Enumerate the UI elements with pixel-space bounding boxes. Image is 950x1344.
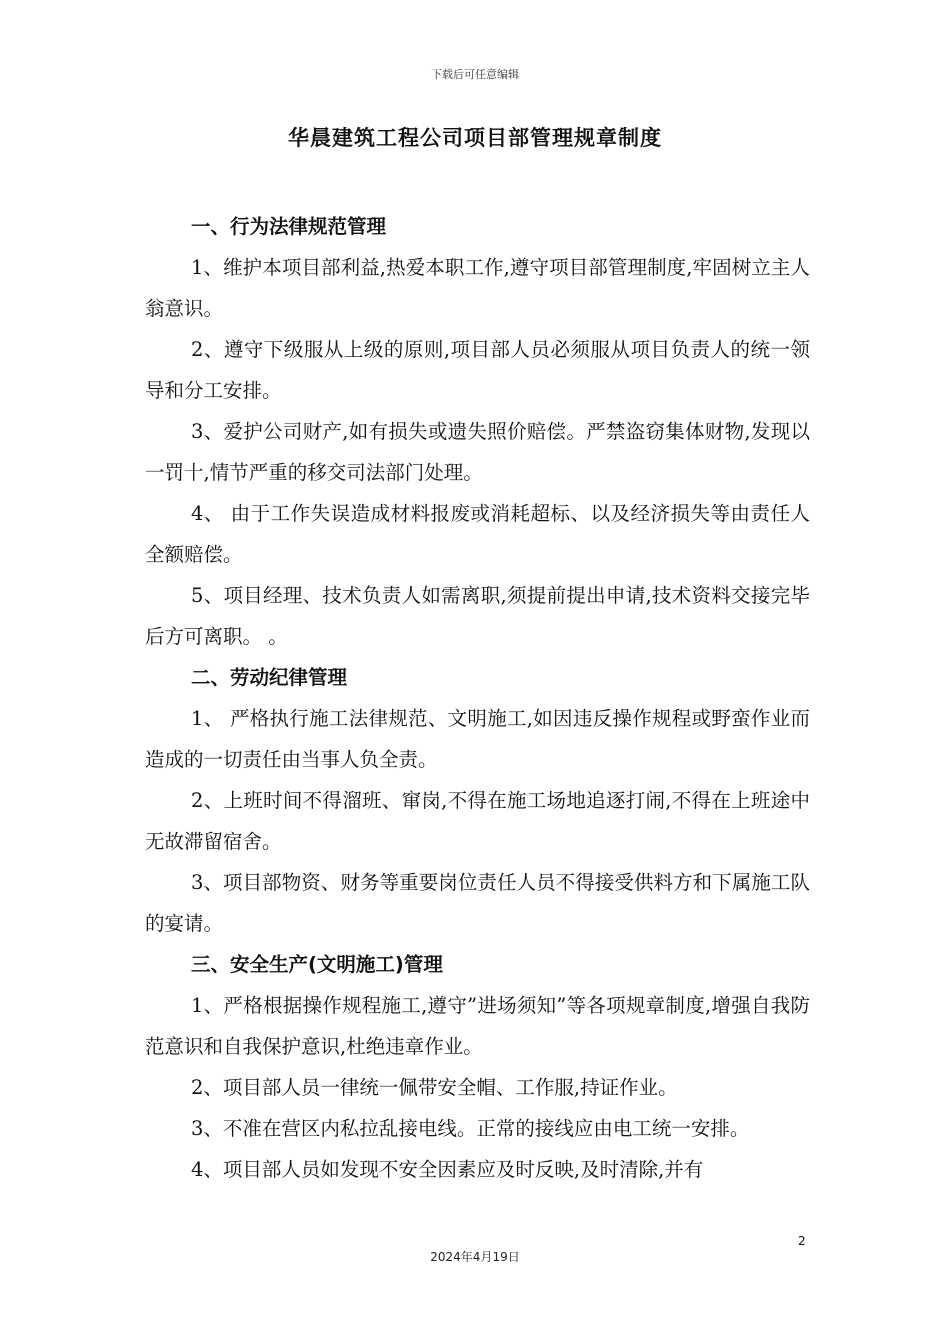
- section-heading: 二、劳动纪律管理: [191, 666, 348, 689]
- paragraph: 3、爱护公司财产,如有损失或遗失照价赔偿。严禁盗窃集体财物,发现以一罚十,情节严重的移交司法部门处理。: [145, 420, 810, 484]
- section-heading: 一、行为法律规范管理: [191, 215, 387, 238]
- paragraph: 2、项目部人员一律统一佩带安全帽、工作服,持证作业。: [191, 1076, 678, 1099]
- header-note: 下载后可任意编辑: [431, 68, 519, 81]
- paragraph: 1、严格根据操作规程施工,遵守”进场须知”等各项规章制度,增强自我防范意识和自我保护意识,杜绝违章作业。: [145, 994, 810, 1058]
- paragraph: 3、不准在营区内私拉乱接电线。正常的接线应由电工统一安排。: [191, 1117, 750, 1140]
- section-behavior: [145, 206, 810, 657]
- paragraph: 5、项目经理、技术负责人如需离职,须提前提出申请,技术资料交接完毕后方可离职。 。: [145, 584, 810, 648]
- section-safety: [145, 944, 810, 1190]
- section-heading: 三、安全生产(文明施工)管理: [191, 953, 443, 976]
- paragraph: 2、上班时间不得溜班、窜岗,不得在施工场地追逐打闹,不得在上班途中无故滞留宿舍。: [145, 789, 810, 853]
- page-number: 2: [798, 1234, 806, 1248]
- paragraph: 1、维护本项目部利益,热爱本职工作,遵守项目部管理制度,牢固树立主人翁意识。: [145, 256, 810, 320]
- paragraph: 3、项目部物资、财务等重要岗位责任人员不得接受供料方和下属施工队的宴请。: [145, 871, 810, 935]
- paragraph: 4、项目部人员如发现不安全因素应及时反映,及时清除,并有: [191, 1158, 704, 1181]
- paragraph: 2、遵守下级服从上级的原则,项目部人员必须服从项目负责人的统一领导和分工安排。: [145, 338, 810, 402]
- section-labor-discipline: [145, 657, 810, 944]
- footer-date: 2024年4月19日: [430, 1250, 520, 1264]
- paragraph: 1、 严格执行施工法律规范、文明施工,如因违反操作规程或野蛮作业而造成的一切责任由当事人负全责。: [145, 707, 810, 771]
- paragraph: 4、 由于工作失误造成材料报废或消耗超标、以及经济损失等由责任人全额赔偿。: [145, 502, 810, 566]
- document-title: 华晨建筑工程公司项目部管理规章制度: [288, 126, 662, 150]
- document-body: [145, 206, 810, 1190]
